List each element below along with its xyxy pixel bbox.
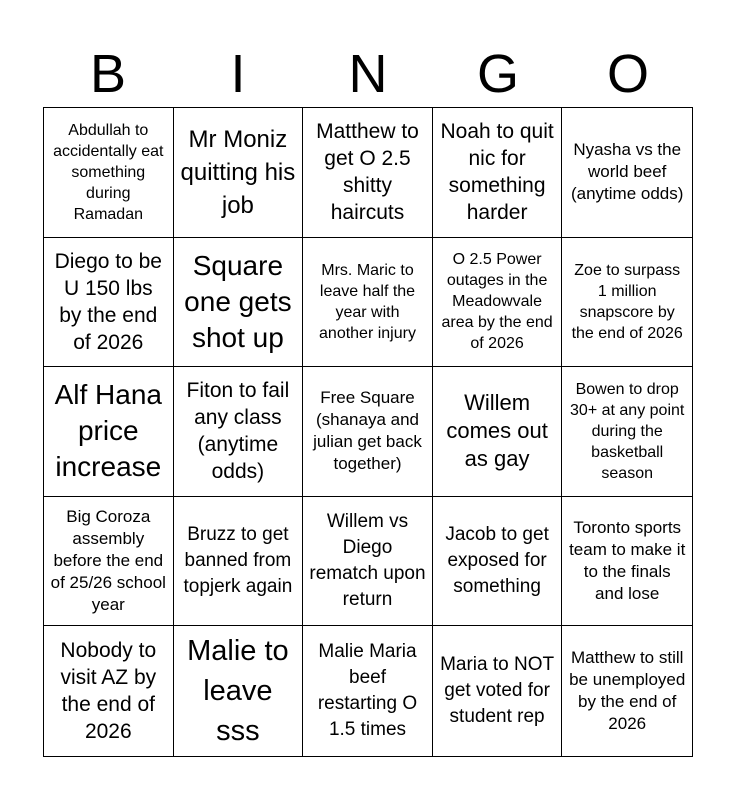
cell-text: Noah to quit nic for something harder [440, 120, 554, 225]
bingo-cell-r5-c2[interactable] [174, 626, 304, 756]
cell-text: Willem comes out as gay [446, 390, 548, 472]
bingo-cell-r5-c3[interactable] [303, 626, 433, 756]
cell-text: Mrs. Maric to leave half the year with another injury [319, 261, 416, 342]
bingo-cell-r2-c1[interactable] [44, 238, 174, 368]
bingo-cell-r2-c5[interactable] [562, 238, 692, 368]
cell-text: Nobody to visit AZ by the end of 2026 [60, 639, 157, 744]
bingo-cell-r1-c2[interactable] [174, 108, 304, 238]
cell-text: Bowen to drop 30+ at any point during the basketball season [570, 380, 685, 482]
cell-text: Toronto sports team to make it to the finals and lose [569, 518, 686, 604]
cell-text: Zoe to surpass 1 million snapscore by the end of 2026 [571, 261, 683, 342]
bingo-cell-r5-c5[interactable] [562, 626, 692, 756]
header-letter-o: O [606, 44, 649, 104]
cell-text: Mr Moniz quitting his job [180, 125, 296, 219]
bingo-cell-r4-c4[interactable] [433, 497, 563, 627]
header-letter-n: N [348, 44, 388, 104]
cell-text: Malie to leave sss [187, 635, 289, 748]
bingo-cell-r1-c3[interactable] [303, 108, 433, 238]
bingo-cell-r3-c1[interactable] [44, 367, 174, 497]
header-letter-i: I [230, 44, 246, 104]
bingo-cell-r2-c4[interactable] [433, 238, 563, 368]
bingo-header [43, 44, 693, 104]
cell-text: Nyasha vs the world beef (anytime odds) [570, 140, 684, 204]
cell-text: Maria to NOT get voted for student rep [440, 654, 555, 728]
bingo-cell-r2-c2[interactable] [174, 238, 304, 368]
bingo-cell-r4-c2[interactable] [174, 497, 304, 627]
bingo-cell-r1-c1[interactable] [44, 108, 174, 238]
cell-text: Willem vs Diego rematch upon return [309, 511, 426, 611]
header-letter-b: B [89, 44, 127, 104]
cell-text: Matthew to still be unemployed by the end of 2026 [569, 648, 686, 734]
bingo-cell-r2-c3[interactable] [303, 238, 433, 368]
cell-text: Free Square (shanaya and julian get back together) [313, 388, 422, 474]
cell-text: Alf Hana price increase [54, 379, 162, 483]
cell-text: Big Coroza assembly before the end of 25/26 school year [50, 507, 166, 615]
cell-text: O 2.5 Power outages in the Meadowvale area by the end of 2026 [441, 251, 553, 353]
bingo-cell-r4-c5[interactable] [562, 497, 692, 627]
bingo-cell-r3-c3[interactable] [303, 367, 433, 497]
cell-text: Square one gets shot up [184, 249, 292, 353]
bingo-cell-r3-c4[interactable] [433, 367, 563, 497]
cell-text: Malie Maria beef restarting O 1.5 times [317, 641, 418, 741]
cell-text: Diego to be U 150 lbs by the end of 2026 [54, 249, 162, 354]
bingo-cell-r3-c5[interactable] [562, 367, 692, 497]
bingo-cell-r3-c2[interactable] [174, 367, 304, 497]
header-letter-g: G [476, 44, 519, 104]
cell-text: Jacob to get exposed for something [445, 524, 549, 598]
bingo-cell-r1-c4[interactable] [433, 108, 563, 238]
cell-text: Bruzz to get banned from topjerk again [183, 524, 293, 598]
bingo-cell-r1-c5[interactable] [562, 108, 692, 238]
cell-text: Matthew to get O 2.5 shitty haircuts [316, 120, 419, 225]
bingo-cell-r4-c1[interactable] [44, 497, 174, 627]
cell-text: Fiton to fail any class (anytime odds) [186, 379, 290, 484]
bingo-cell-r4-c3[interactable] [303, 497, 433, 627]
cell-text: Abdullah to accidentally eat something during Ramadan [53, 121, 164, 223]
bingo-board [43, 107, 693, 757]
bingo-cell-r5-c1[interactable] [44, 626, 174, 756]
bingo-cell-r5-c4[interactable] [433, 626, 563, 756]
